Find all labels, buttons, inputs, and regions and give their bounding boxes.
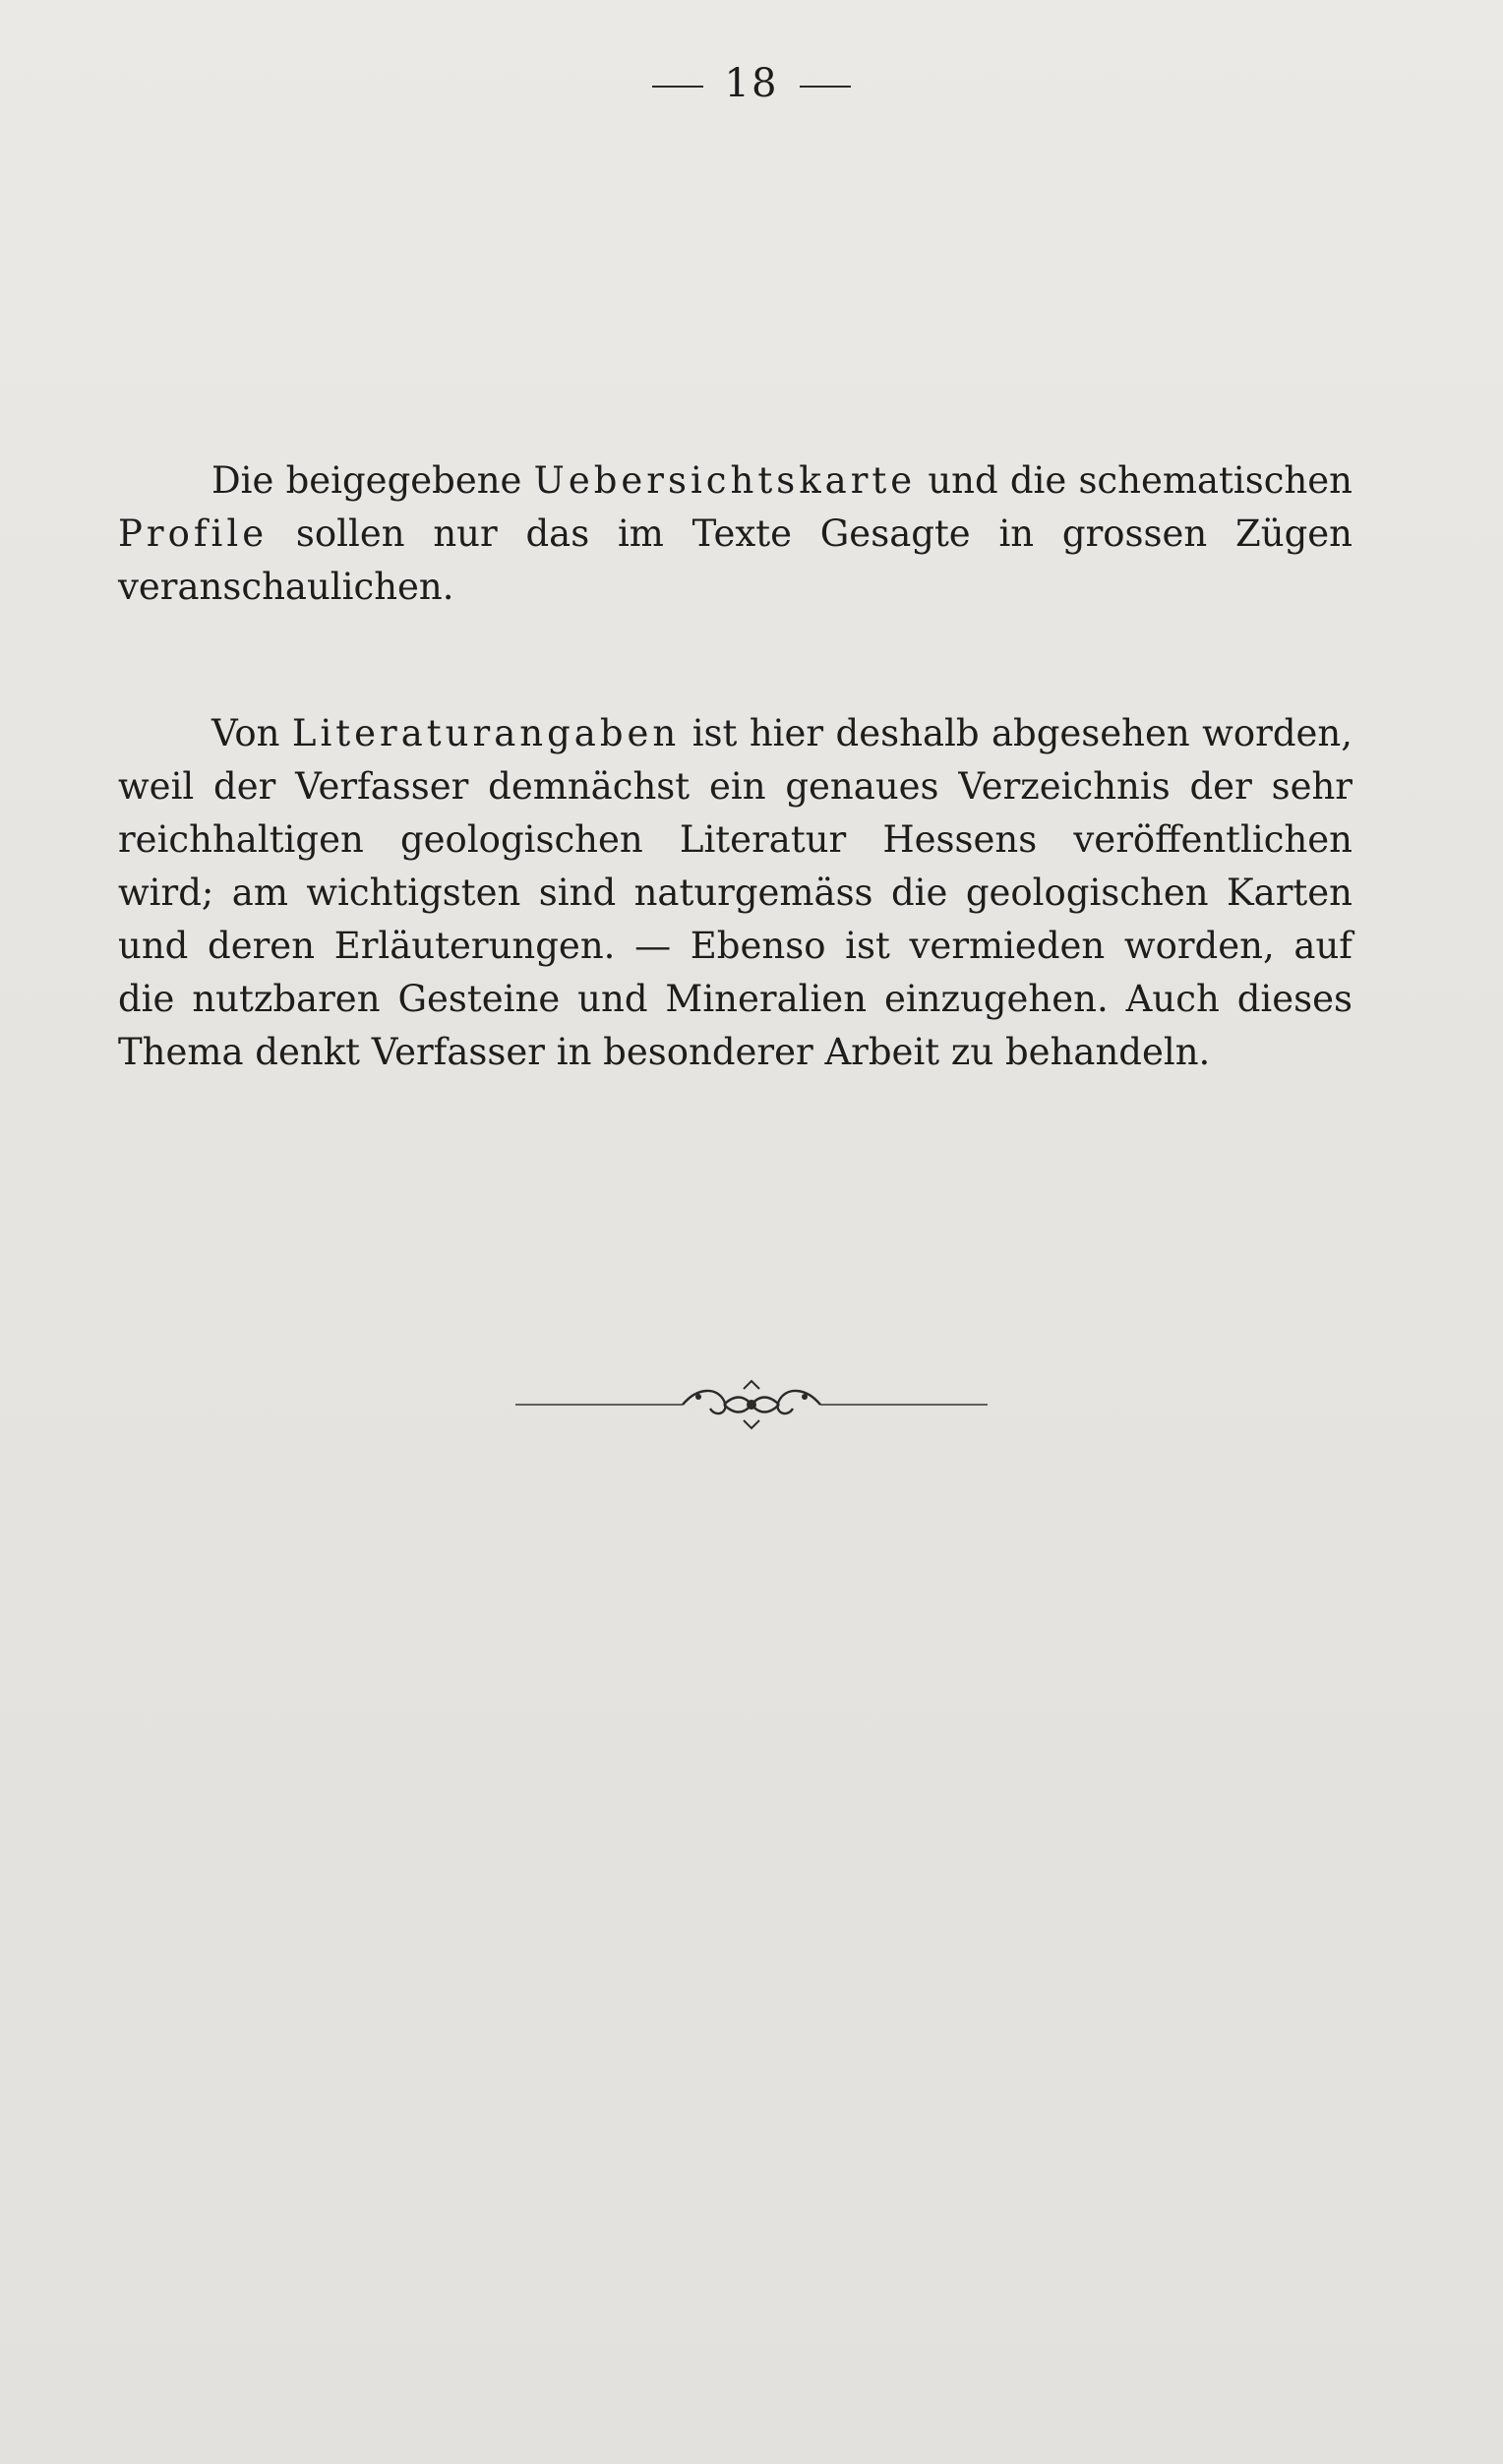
paragraph-overview-map — [118, 454, 1353, 614]
dash-right — [800, 86, 851, 88]
p2-emph-literature: Literaturangaben — [291, 712, 681, 754]
p1-tail: sollen nur das im Texte Gesagte in grossen Zügen veranschaulichen. — [118, 512, 1353, 608]
p2-lead: Von — [211, 712, 292, 754]
page-number-value: 18 — [724, 61, 779, 106]
page-number — [0, 61, 1503, 106]
p2-tail: ist hier deshalb abgesehen worden, weil der Verfasser demnächst ein genaues Verzeichnis der sehr reichhaltigen geologischen Literatur Hessens veröffentlichen wird; am wichtigsten sind naturgemäss die geologischen Karten und deren Erläuterungen. — Ebenso ist vermieden worden, auf die nutzbaren Gesteine und Mineralien einzugehen. Auch dieses Thema denkt Verfasser in besonderer Arbeit zu behandeln. — [118, 712, 1353, 1073]
paragraph-1-text — [118, 454, 1353, 614]
p1-lead: Die beigegebene — [211, 459, 534, 502]
paragraph-literature — [118, 707, 1353, 1079]
decorative-rule-ornament — [515, 1377, 988, 1432]
p1-mid: und die schematischen — [916, 459, 1353, 502]
paragraph-2-text — [118, 707, 1353, 1079]
p1-emph-profiles: Profile — [118, 512, 269, 555]
p1-emph-map: Uebersichtskarte — [533, 459, 917, 502]
dash-left — [652, 86, 703, 88]
